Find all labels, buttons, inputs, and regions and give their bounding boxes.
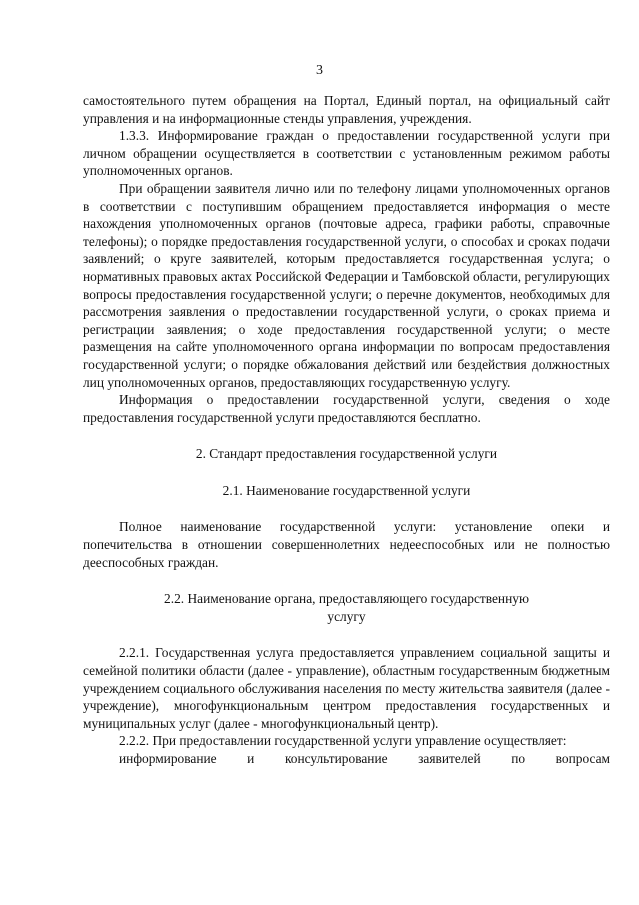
section-heading-2-1: 2.1. Наименование государственной услуги — [222, 482, 471, 498]
paragraph-free-of-charge: Информация о предоставлении государственной услуги, сведения о ходе предоставления государственной услуги предоставляются бесплатно. — [83, 392, 610, 425]
section-heading-2-2-line1: 2.2. Наименование органа, предоставляющего государственную — [164, 591, 529, 607]
paragraph-informing: информирование и консультирование заявителей по вопросам — [119, 751, 610, 766]
paragraph-1-3-3: 1.3.3. Информирование граждан о предоставлении государственной услуги при личном обращении осуществляется в соответствии с установленным режимом работы уполномоченных органов. — [83, 128, 610, 179]
section-heading-2-2-line2: услугу — [327, 608, 366, 624]
paragraph-continuation: самостоятельного путем обращения на Портал, Единый портал, на официальный сайт управления и на информационные стенды управления, учреждения. — [83, 93, 610, 126]
document-body — [83, 92, 610, 768]
paragraph-service-name: Полное наименование государственной услуги: установление опеки и попечительства в отношении совершеннолетних недееспособных или не полностью дееспособных граждан. — [83, 519, 610, 570]
section-heading-2: 2. Стандарт предоставления государственной услуги — [195, 446, 498, 462]
paragraph-2-2-1: 2.2.1. Государственная услуга предоставляется управлением социальной защиты и семейной политики области (далее - управление), областным государственным бюджетным учреждением социального обслуживания населения по месту жительства заявителя (далее - учреждение), многофункциональным центром предоставления государственных и муниципальных услуг (далее - многофункциональный центр). — [83, 645, 610, 731]
page-number: 3 — [316, 63, 323, 78]
paragraph-2-2-2: 2.2.2. При предоставлении государственной услуги управление осуществляет: — [119, 733, 567, 749]
paragraph-information-scope: При обращении заявителя лично или по телефону лицами уполномоченных органов в соответствии с поступившим обращением предоставляется информация о месте нахождения уполномоченных органов (почтовые адреса, графики работы, справочные телефоны); о порядке предоставления государственной услуги, о способах и сроках подачи заявлений; о круге заявителей, которым предоставляется государственная услуга; о нормативных правовых актах Российской Федерации и Тамбовской области, регулирующих вопросы предоставления государственной услуги; о перечне документов, необходимых для рассмотрения заявления о предоставлении государственной услуги, о сроках приема и регистрации заявления; о ходе предоставления государственной услуги; о месте размещения на сайте уполномоченного органа информации по вопросам предоставления государственной услуги; о порядке обжалования действий или бездействия должностных лиц уполномоченных органов, предоставляющих государственную услугу. — [83, 180, 610, 390]
